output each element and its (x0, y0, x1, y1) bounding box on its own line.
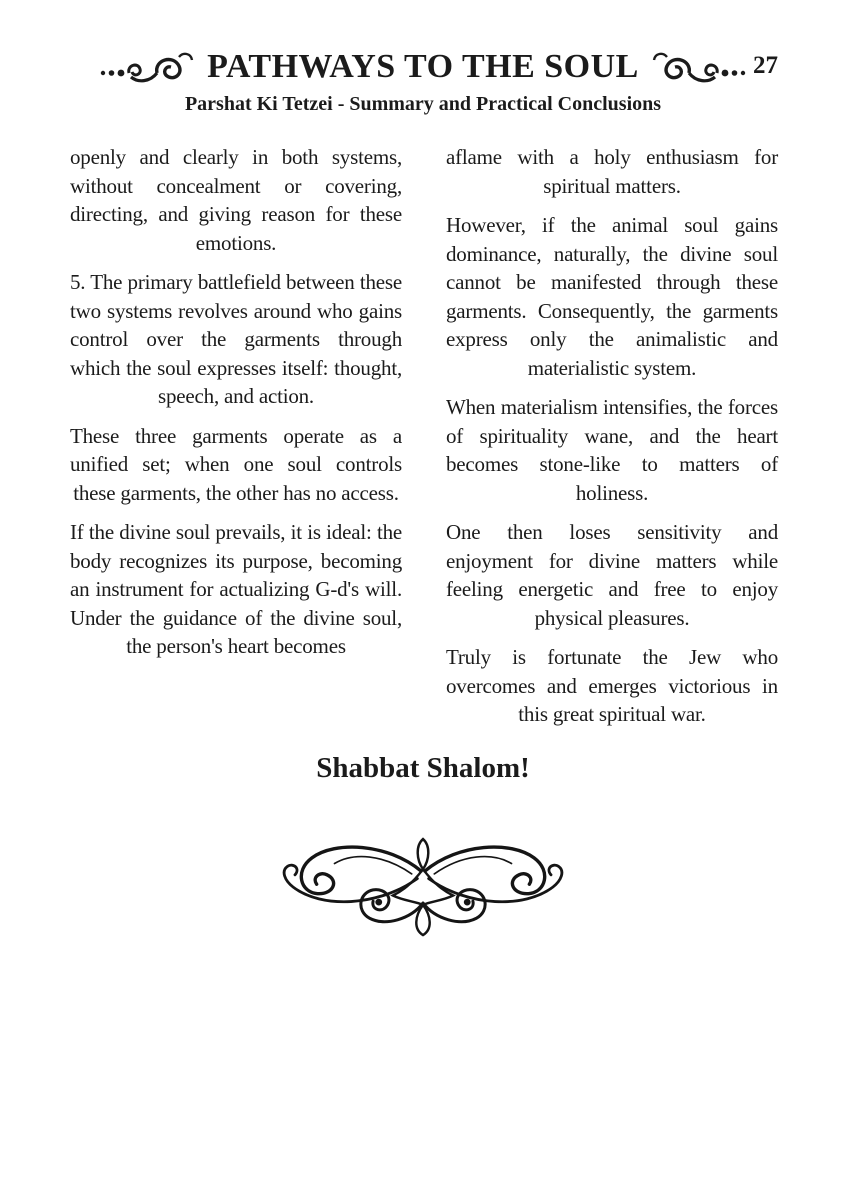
paragraph: However, if the animal soul gains dominance, naturally, the divine soul cannot be manifested through these garments. Consequently, the garments express only the animalistic and materialistic system. (446, 213, 778, 380)
paragraph: One then loses sensitivity and enjoyment for divine matters while feeling energetic and free to enjoy physical pleasures. (446, 520, 778, 630)
paragraph: These three garments operate as a unified set; when one soul controls these garments, the other has no access. (70, 423, 402, 505)
closing-heading: Shabbat Shalom! (316, 751, 530, 784)
paragraph: Truly is fortunate the Jew who overcomes and emerges victorious in this great spiritual war. (446, 645, 778, 726)
page-number: 27 (753, 52, 778, 79)
title-row (0, 48, 846, 86)
page-header (0, 0, 846, 116)
page-title: PATHWAYS TO THE SOUL (207, 48, 639, 85)
paragraph: When materialism intensifies, the forces of spirituality wane, and the heart becomes stone-like to matters of holiness. (446, 395, 778, 505)
paragraph: 5. The primary battlefield between these two systems revolves around who gains control over the garments through which the soul expresses itself: thought, speech, and action. (70, 270, 402, 408)
header-scroll-right-icon (649, 48, 749, 86)
article-body (0, 116, 846, 740)
paragraph: openly and clearly in both systems, without concealment or covering, directing, and giving reason for these emotions. (70, 145, 402, 255)
paragraph: If the divine soul prevails, it is ideal: the body recognizes its purpose, becoming an instrument for actualizing G-d's will. Under the guidance of the divine soul, the person's heart becomes (70, 520, 402, 658)
right-column (446, 143, 778, 740)
page-subtitle: Parshat Ki Tetzei - Summary and Practical Conclusions (184, 93, 662, 115)
header-scroll-left-icon (97, 48, 197, 86)
paragraph: aflame with a holy enthusiasm for spiritual matters. (446, 145, 778, 198)
calligraphic-flourish-icon (0, 833, 846, 948)
left-column (70, 143, 402, 740)
